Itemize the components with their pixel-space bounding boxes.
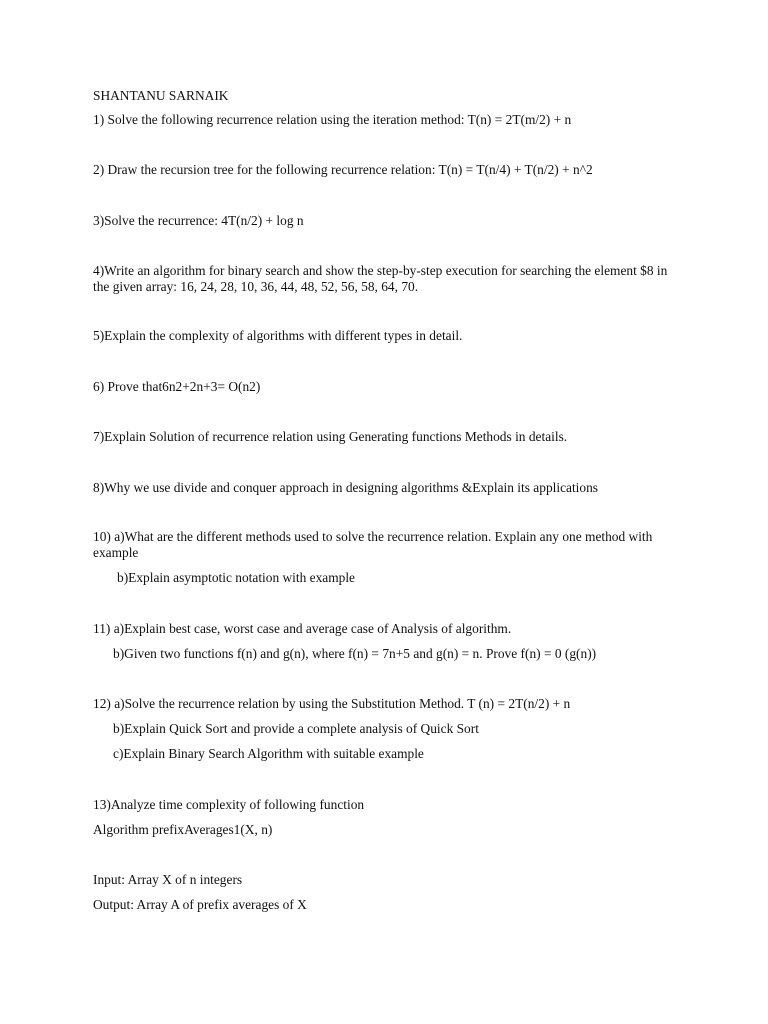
question-11b: b)Given two functions f(n) and g(n), where f(n) = 7n+5 and g(n) = n. Prove f(n) = 0 (g(n))	[113, 646, 597, 661]
question-13: 13)Analyze time complexity of following function	[93, 797, 365, 812]
question-13-output: Output: Array A of prefix averages of X	[93, 897, 307, 912]
question-1: 1) Solve the following recurrence relation using the iteration method: T(n) = 2T(m/2) + n	[93, 112, 572, 127]
question-6: 6) Prove that6n2+2n+3= O(n2)	[93, 379, 261, 394]
question-10a: 10) a)What are the different methods used to solve the recurrence relation. Explain any one method with example	[93, 529, 653, 560]
question-13-input: Input: Array X of n integers	[93, 872, 243, 887]
question-7: 7)Explain Solution of recurrence relation using Generating functions Methods in details.	[93, 429, 568, 444]
question-5: 5)Explain the complexity of algorithms with different types in detail.	[93, 328, 463, 343]
question-12b: b)Explain Quick Sort and provide a complete analysis of Quick Sort	[113, 721, 479, 736]
question-10b: b)Explain asymptotic notation with example	[117, 570, 356, 585]
question-8: 8)Why we use divide and conquer approach in designing algorithms &Explain its applications	[93, 480, 599, 495]
question-11a: 11) a)Explain best case, worst case and average case of Analysis of algorithm.	[93, 621, 512, 636]
question-4: 4)Write an algorithm for binary search and show the step-by-step execution for searching the element $8 in the given array: 16, 24, 28, 10, 36, 44, 48, 52, 56, 58, 64, 70.	[93, 263, 668, 294]
question-12c: c)Explain Binary Search Algorithm with suitable example	[113, 746, 424, 761]
question-13-algorithm: Algorithm prefixAverages1(X, n)	[93, 822, 273, 837]
author-name: SHANTANU SARNAIK	[93, 88, 229, 103]
question-2: 2) Draw the recursion tree for the following recurrence relation: T(n) = T(n/4) + T(n/2) + n^2	[93, 162, 593, 177]
question-3: 3)Solve the recurrence: 4T(n/2) + log n	[93, 213, 304, 228]
question-12a: 12) a)Solve the recurrence relation by using the Substitution Method. T (n) = 2T(n/2) + n	[93, 696, 571, 711]
